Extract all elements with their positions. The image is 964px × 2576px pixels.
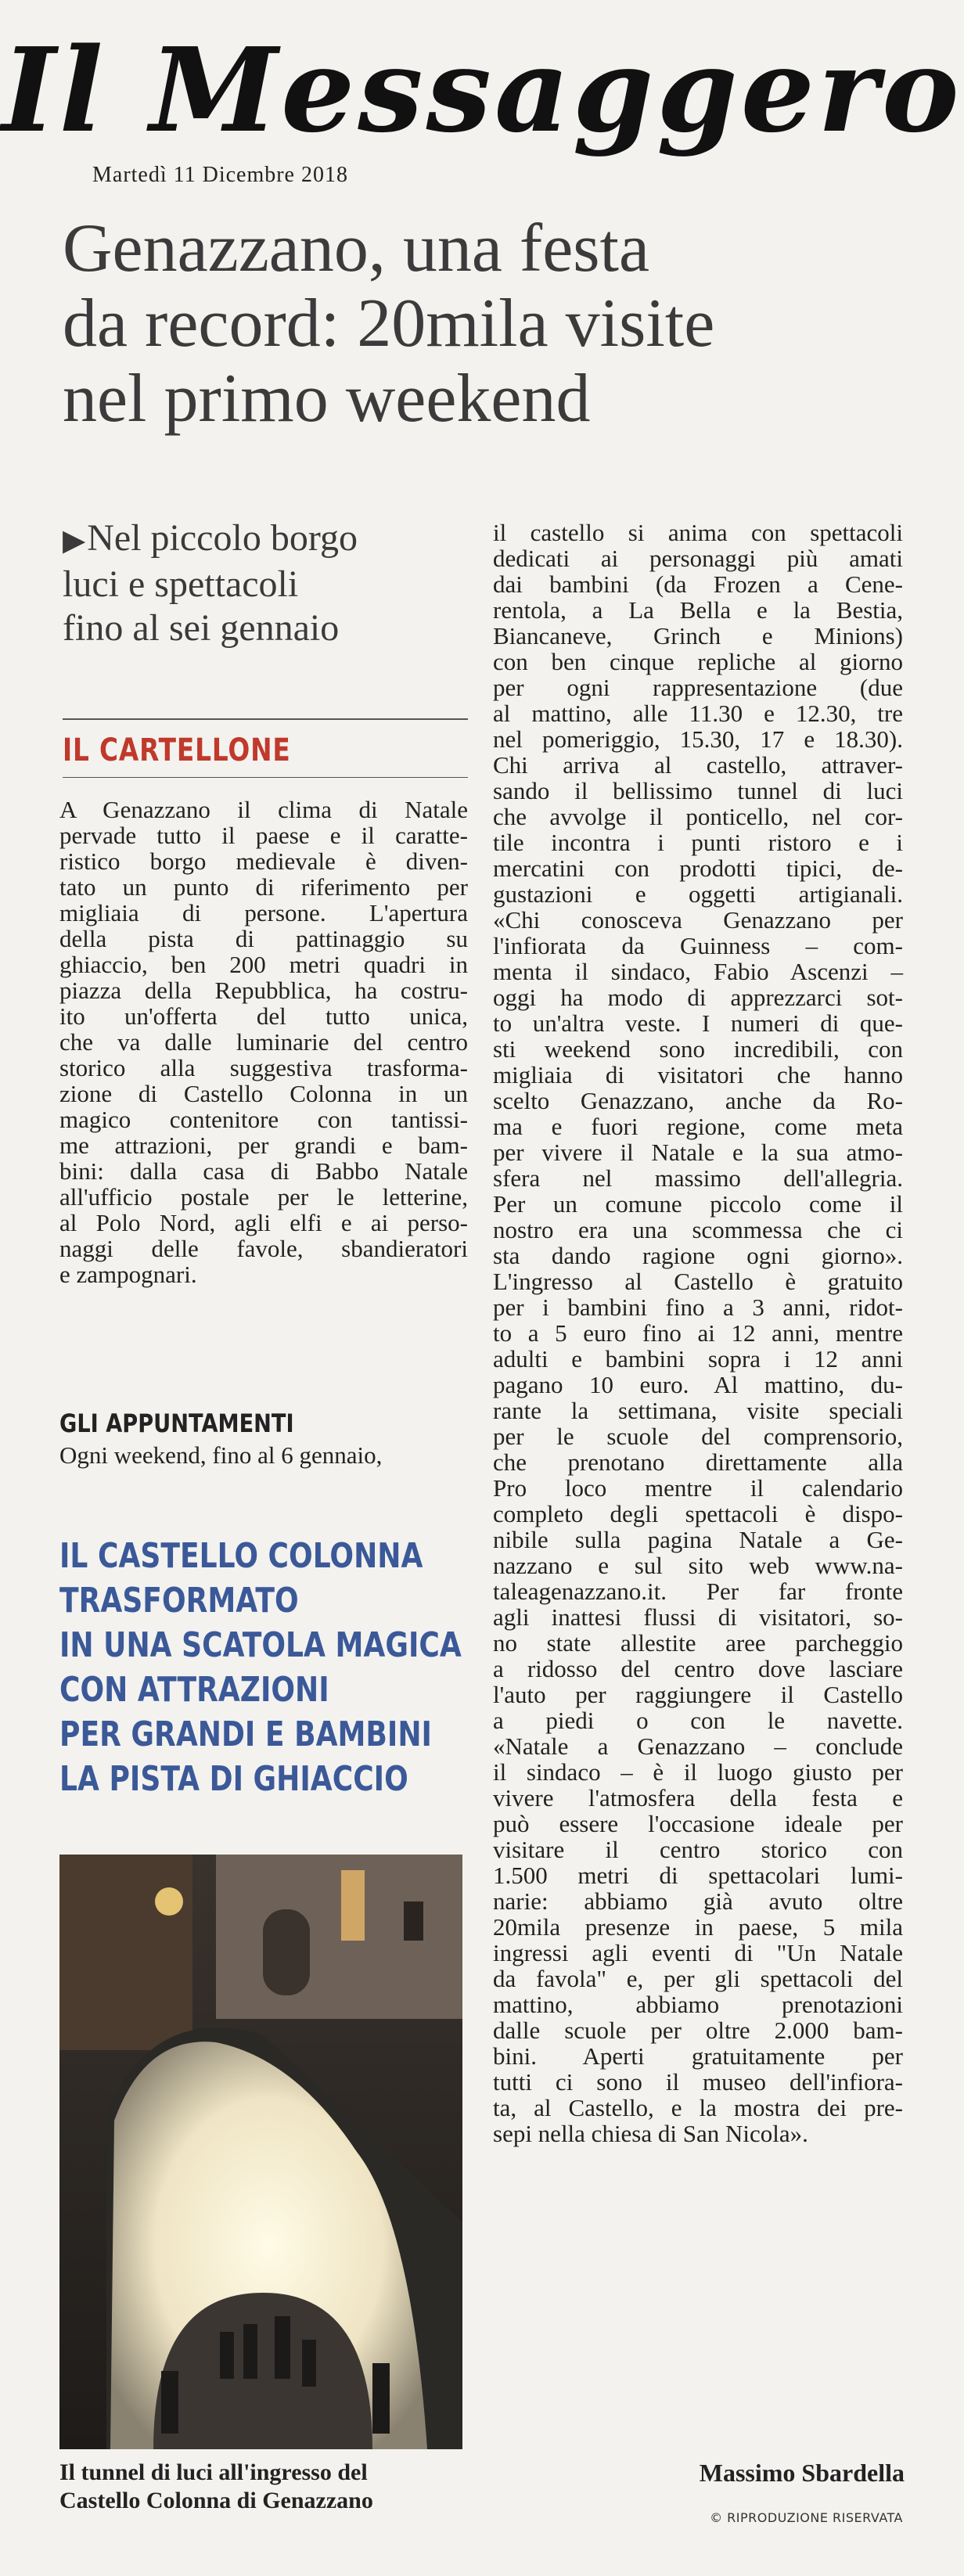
text-line: Pro loco mentre il calendario	[493, 1474, 903, 1502]
text-line: to a 5 euro fino ai 12 anni, mentre	[493, 1319, 903, 1347]
copyright-notice: © RIPRODUZIONE RISERVATA	[710, 2510, 903, 2525]
subhead-line: Nel piccolo borgo	[87, 517, 358, 559]
text-line: al mattino, alle 11.30 e 12.30, tre	[493, 700, 903, 727]
text-line: magico contenitore con tantissi-	[59, 1106, 468, 1133]
headline-line: Genazzano, una festa	[63, 210, 650, 286]
text-line: il castello si anima con spettacoli	[493, 519, 903, 546]
headline-line: da record: 20mila visite	[63, 286, 715, 362]
text-line: per ogni rappresentazione (due	[493, 674, 903, 701]
text-line: naggi delle favole, sbandieratori	[59, 1235, 468, 1262]
text-line: nazzano e sul sito web www.na-	[493, 1552, 903, 1579]
text-line: mattino, abbiamo prenotazioni	[493, 1991, 903, 2018]
text-line: completo degli spettacoli è dispo-	[493, 1500, 903, 1527]
text-line: sepi nella chiesa di San Nicola».	[493, 2120, 808, 2147]
text-line: vivere l'atmosfera della festa e	[493, 1784, 903, 1811]
text-line: nostro era una scommessa che ci	[493, 1216, 903, 1243]
text-line: dedicati ai personaggi più amati	[493, 545, 903, 572]
text-line: che avvolge il ponticello, nel cor-	[493, 803, 903, 830]
article-column-left	[59, 797, 468, 1287]
text-line: gustazioni e oggetti artigianali.	[493, 880, 903, 908]
masthead	[0, 16, 964, 164]
text-line: L'ingresso al Castello è gratuito	[493, 1268, 903, 1295]
text-line: della pista di pattinaggio su	[59, 925, 468, 952]
text-line: che va dalle luminarie del centro	[59, 1028, 468, 1056]
text-line: pagano 10 euro. Al mattino, du-	[493, 1371, 903, 1398]
text-line: al Polo Nord, agli elfi e ai perso-	[59, 1209, 468, 1236]
text-line: «Natale a Genazzano – conclude	[493, 1732, 903, 1760]
text-line: 20mila presenze in paese, 5 mila	[493, 1913, 903, 1941]
text-line: dai bambini (da Frozen a Cene-	[493, 570, 903, 598]
text-line: taleagenazzano.it. Per far fronte	[493, 1578, 903, 1605]
photo-light-tunnel	[59, 1855, 462, 2449]
text-line: all'ufficio postale per le letterine,	[59, 1183, 468, 1211]
text-line: LA PISTA DI GHIACCIO	[59, 1759, 408, 1799]
triangle-right-icon: ▶	[63, 524, 86, 557]
dateline: Martedì 11 Dicembre 2018	[92, 163, 348, 187]
text-line: sta dando ragione ogni giorno».	[493, 1242, 903, 1269]
headline-line: nel primo weekend	[63, 361, 591, 437]
text-line: no state allestite aree parcheggio	[493, 1629, 903, 1657]
text-line: narie: abbiamo già avuto oltre	[493, 1887, 903, 1915]
text-line: visitare il centro storico con	[493, 1836, 903, 1863]
text-line: pervade tutto il paese e il caratte-	[59, 822, 468, 849]
appointments-text: Ogni weekend, fino al 6 gennaio,	[59, 1441, 383, 1469]
text-line: menta il sindaco, Fabio Ascenzi –	[493, 958, 903, 985]
text-line: me attrazioni, per grandi e bam-	[59, 1131, 468, 1159]
headline	[63, 211, 931, 437]
text-line: sti weekend sono incredibili, con	[493, 1035, 903, 1063]
text-line: sando il bellissimo tunnel di luci	[493, 777, 903, 804]
text-line: to un'altra veste. I numeri di que-	[493, 1009, 903, 1037]
text-line: bini: dalla casa di Babbo Natale	[59, 1157, 468, 1185]
masthead-logo: Il Messaggero	[2, 22, 962, 158]
text-line: rante la settimana, visite speciali	[493, 1397, 903, 1424]
text-line: tutti ci sono il museo dell'infiora-	[493, 2068, 903, 2096]
text-line: ristico borgo medievale è diven-	[59, 847, 468, 875]
text-line: storico alla suggestiva trasforma-	[59, 1054, 468, 1081]
photo-caption	[59, 2459, 482, 2515]
text-line: rentola, a La Bella e la Bestia,	[493, 596, 903, 624]
text-line: sfera nel massimo dell'allegria.	[493, 1164, 903, 1192]
text-line: nel pomeriggio, 15.30, 17 e 18.30).	[493, 725, 903, 753]
text-line: IL CASTELLO COLONNA	[59, 1536, 423, 1576]
text-line: migliaia di visitatori che hanno	[493, 1061, 903, 1088]
text-line: tato un punto di riferimento per	[59, 873, 468, 901]
text-line: per vivere il Natale e la sua atmo-	[493, 1139, 903, 1166]
text-line: da favola" e, per gli spettacoli del	[493, 1965, 903, 1992]
text-line: mercatini con prodotti tipici, de-	[493, 854, 903, 882]
text-line: il sindaco – è il luogo giusto per	[493, 1758, 903, 1786]
caption-line: Il tunnel di luci all'ingresso del	[59, 2459, 368, 2485]
text-line: oggi ha modo di apprezzarci sot-	[493, 984, 903, 1011]
appointments-label: GLI APPUNTAMENTI	[59, 1409, 294, 1438]
text-line: migliaia di persone. L'apertura	[59, 899, 468, 926]
text-line: può essere l'occasione ideale per	[493, 1810, 903, 1837]
text-line: dalle scuole per oltre 2.000 bam-	[493, 2017, 903, 2044]
text-line: bini. Aperti gratuitamente per	[493, 2042, 903, 2070]
text-line: con ben cinque repliche al giorno	[493, 648, 903, 675]
text-line: l'auto per raggiungere il Castello	[493, 1681, 903, 1708]
text-line: 1.500 metri di spettacolari lumi-	[493, 1862, 903, 1889]
text-line: Biancaneve, Grinch e Minions)	[493, 622, 903, 649]
section-label: IL CARTELLONE	[63, 732, 291, 768]
subhead-line: luci e spettacoli	[63, 563, 299, 605]
text-line: per le scuole del comprensorio,	[493, 1423, 903, 1450]
subhead	[63, 516, 469, 650]
subhead-line: fino al sei gennaio	[63, 607, 340, 649]
section-rule-top	[63, 718, 468, 720]
text-line: tile incontra i punti ristoro e i	[493, 829, 903, 856]
section-rule-bottom	[63, 777, 468, 778]
text-line: «Chi conosceva Genazzano per	[493, 906, 903, 934]
light-tunnel-illustration	[59, 1855, 462, 2449]
article-column-right	[493, 520, 903, 2146]
text-line: A Genazzano il clima di Natale	[59, 796, 468, 823]
byline: Massimo Sbardella	[699, 2459, 905, 2487]
text-line: agli inattesi flussi di visitatori, so-	[493, 1603, 903, 1631]
text-line: a piedi o con le navette.	[493, 1707, 903, 1734]
text-line: l'infiorata da Guinness – com-	[493, 932, 903, 959]
text-line: scelto Genazzano, anche da Ro-	[493, 1087, 903, 1114]
text-line: ito un'offerta del tutto unica,	[59, 1002, 468, 1030]
text-line: ingressi agli eventi di "Un Natale	[493, 1939, 903, 1966]
text-line: zione di Castello Colonna in un	[59, 1080, 468, 1107]
text-line: e zampognari.	[59, 1261, 197, 1288]
text-line: ghiaccio, ben 200 metri quadri in	[59, 951, 468, 978]
caption-line: Castello Colonna di Genazzano	[59, 2488, 373, 2513]
text-line: che prenotano direttamente alla	[493, 1448, 903, 1476]
text-line: nibile sulla pagina Natale a Ge-	[493, 1526, 903, 1553]
text-line: ma e fuori regione, come meta	[493, 1113, 903, 1140]
text-line: per i bambini fino a 3 anni, ridot-	[493, 1293, 903, 1321]
text-line: ta, al Castello, e la mostra dei pre-	[493, 2094, 903, 2121]
text-line: a ridosso del centro dove lasciare	[493, 1655, 903, 1682]
pull-quote	[59, 1534, 462, 1801]
text-line: adulti e bambini sopra i 12 anni	[493, 1345, 903, 1373]
text-line: Per un comune piccolo come il	[493, 1190, 903, 1218]
text-line: piazza della Repubblica, ha costru-	[59, 977, 468, 1004]
text-line: IN UNA SCATOLA MAGICA	[59, 1625, 462, 1665]
text-line: TRASFORMATO	[59, 1581, 299, 1621]
text-line: PER GRANDI E BAMBINI	[59, 1714, 432, 1754]
text-line: CON ATTRAZIONI	[59, 1670, 329, 1710]
text-line: Chi arriva al castello, attraver-	[493, 751, 903, 779]
